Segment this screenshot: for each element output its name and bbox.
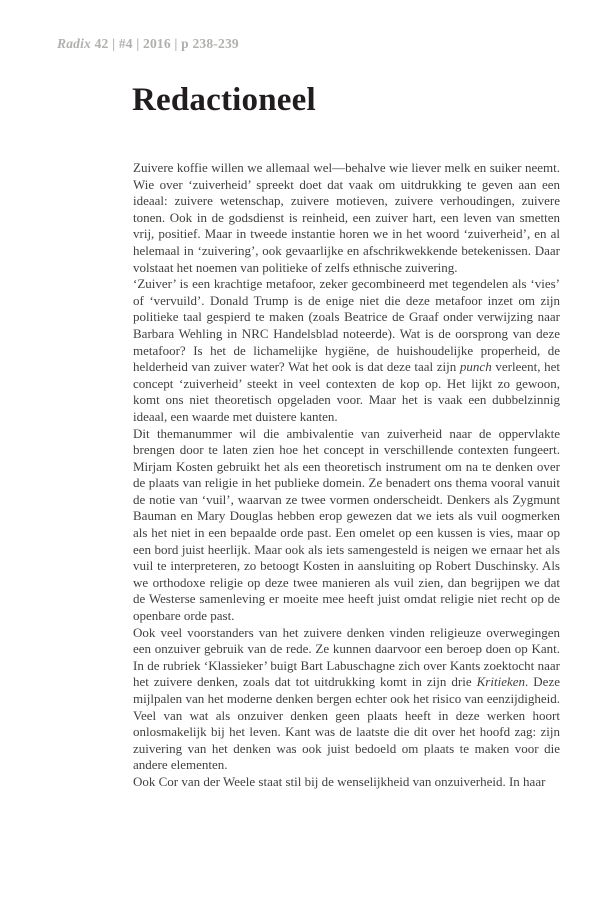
body-paragraph: ‘Zuiver’ is een krachtige metafoor, zeker gecombineerd met tegendelen als ‘vies’ of ‘vervuild’. Donald Trump is de enige niet die deze metafoor inzet om zijn politieke taal gespierd te maken (zoals Beatrice de Graaf onder verwijzing naar Barbara Wehling in NRC Handelsblad noteerde). Wat is de oorsprong van deze metafoor? Is het de lichamelijke hygiëne, de huishoudelijke properheid, de helderheid van zuiver water? Wat het ook is dat deze taal zijn punch verleent, het concept ‘zuiverheid’ steekt in veel contexten de kop op. Het lijkt zo gewoon, komt ons niet theoretisch opgeladen voor. Maar het is vaak een dubbelzinnig ideaal, een waarde met duistere kanten. [133, 276, 560, 424]
article-body [133, 160, 560, 791]
journal-header: Radix 42 | #4 | 2016 | p 238-239 [57, 36, 239, 51]
body-paragraph: Dit themanummer wil die ambivalentie van zuiverheid naar de oppervlakte brengen door te laten zien hoe het concept in verschillende contexten fungeert. Mirjam Kosten gebruikt het als een theoretisch instrument om na te denken over de plaats van religie in het publieke domein. Ze benadert ons thema vooral vanuit de notie van ‘vuil’, waarvan ze twee vormen onderscheidt. Denkers als Zygmunt Bauman en Mary Douglas hebben erop gewezen dat we iets als vuil oogmerken als het niet in een bepaalde orde past. Een omelet op een kussen is vies, maar op een bord juist heerlijk. Maar ook als iets samengesteld is neigen we ernaar het als vuil te interpreteren, zo betoogt Kosten in aansluiting op Robert Duschinsky. Als we orthodoxe religie op deze twee manieren als vuil zien, dan begrijpen we dat de Westerse samenleving er moeite mee heeft juist omdat religie niet recht op de openbare orde past. [133, 425, 560, 624]
page-title: Redactioneel [132, 82, 316, 118]
body-paragraph: Ook veel voorstanders van het zuivere denken vinden religieuze overwegingen een onzuiver gebruik van de rede. Ze kunnen daarvoor een beroep doen op Kant. In de rubriek ‘Klassieker’ buigt Bart Labuschagne zich over Kants zoektocht naar het zuivere denken, zoals dat tot uitdrukking komt in zijn drie Kritieken. Deze mijlpalen van het moderne denken bergen echter ook het risico van eenzijdigheid. Veel van wat als onzuiver denken geen plaats heeft in deze werken hoort onlosmakelijk bij het leven. Kant was de laatste die dit over het hoofd zag: zijn zuivering van het denken was ook juist bedoeld om plaats te maken voor die andere elementen. [133, 624, 560, 773]
body-paragraph: Zuivere koffie willen we allemaal wel—behalve wie liever melk en suiker neemt. Wie over ‘zuiverheid’ spreekt doet dat vaak om uitdrukking te geven aan een ideaal: zuivere wetenschap, zuivere motieven, zuivere verhoudingen, zuivere tonen. Ook in de godsdienst is reinheid, een zuiver hart, een leven van smetten vrij, positief. Maar in tweede instantie horen we in het woord ‘zuiverheid’, en al helemaal in ‘zuivering’, ook gevaarlijke en afschrikwekkende betekenissen. Daar volstaat het noemen van politieke of zelfs ethnische zuivering. [133, 160, 560, 275]
body-paragraph: Ook Cor van der Weele staat stil bij de wenselijkheid van onzuiverheid. In haar [133, 773, 546, 789]
